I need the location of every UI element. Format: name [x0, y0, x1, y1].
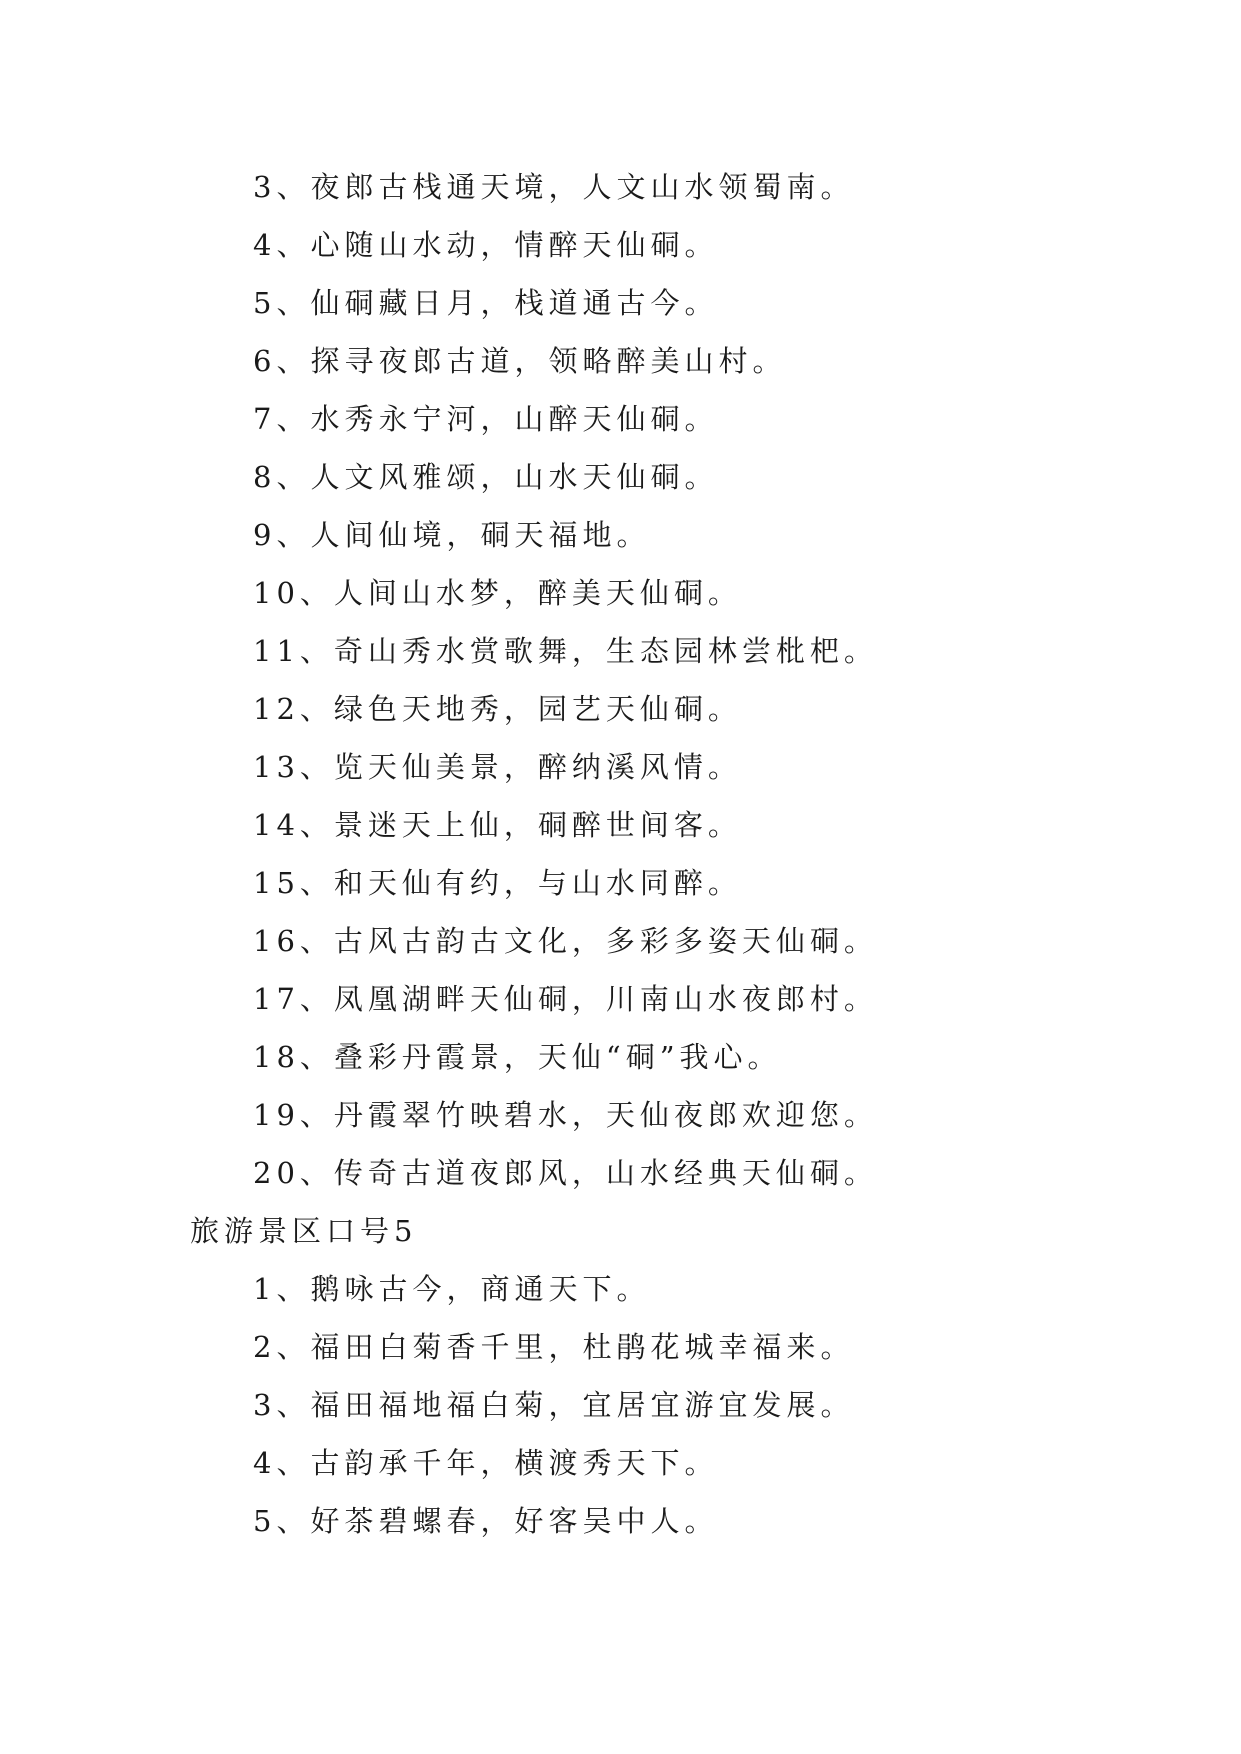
- list-item: 13、览天仙美景，醉纳溪风情。: [253, 750, 742, 784]
- list-item: 5、仙硐藏日月，栈道通古今。: [253, 286, 719, 320]
- list-item: 14、景迷天上仙，硐醉世间客。: [253, 808, 742, 842]
- list-item: 3、夜郎古栈通天境，人文山水领蜀南。: [253, 170, 855, 204]
- list-item: 17、凤凰湖畔天仙硐，川南山水夜郎村。: [253, 982, 878, 1016]
- list-item: 16、古风古韵古文化，多彩多姿天仙硐。: [253, 924, 878, 958]
- list-item: 4、心随山水动，情醉天仙硐。: [253, 228, 719, 262]
- list-item: 4、古韵承千年，横渡秀天下。: [253, 1446, 719, 1480]
- list-item: 15、和天仙有约，与山水同醉。: [253, 866, 742, 900]
- list-item: 18、叠彩丹霞景，天仙“硐”我心。: [253, 1040, 782, 1074]
- document-body: [190, 158, 1150, 1550]
- list-item: 6、探寻夜郎古道，领略醉美山村。: [253, 344, 787, 378]
- list-item: 5、好茶碧螺春，好客吴中人。: [253, 1504, 719, 1538]
- section-heading: 旅游景区口号5: [190, 1214, 418, 1248]
- list-item: 9、人间仙境，硐天福地。: [253, 518, 651, 552]
- list-item: 12、绿色天地秀，园艺天仙硐。: [253, 692, 742, 726]
- list-item: 7、水秀永宁河，山醉天仙硐。: [253, 402, 719, 436]
- list-item: 3、福田福地福白菊，宜居宜游宜发展。: [253, 1388, 855, 1422]
- list-item: 2、福田白菊香千里，杜鹃花城幸福来。: [253, 1330, 855, 1364]
- list-item: 10、人间山水梦，醉美天仙硐。: [253, 576, 742, 610]
- list-item: 11、奇山秀水赏歌舞，生态园林尝枇杷。: [253, 634, 878, 668]
- list-item: 19、丹霞翠竹映碧水，天仙夜郎欢迎您。: [253, 1098, 878, 1132]
- list-item: 8、人文风雅颂，山水天仙硐。: [253, 460, 719, 494]
- list-item: 20、传奇古道夜郎风，山水经典天仙硐。: [253, 1156, 878, 1190]
- list-item: 1、鹅咏古今，商通天下。: [253, 1272, 651, 1306]
